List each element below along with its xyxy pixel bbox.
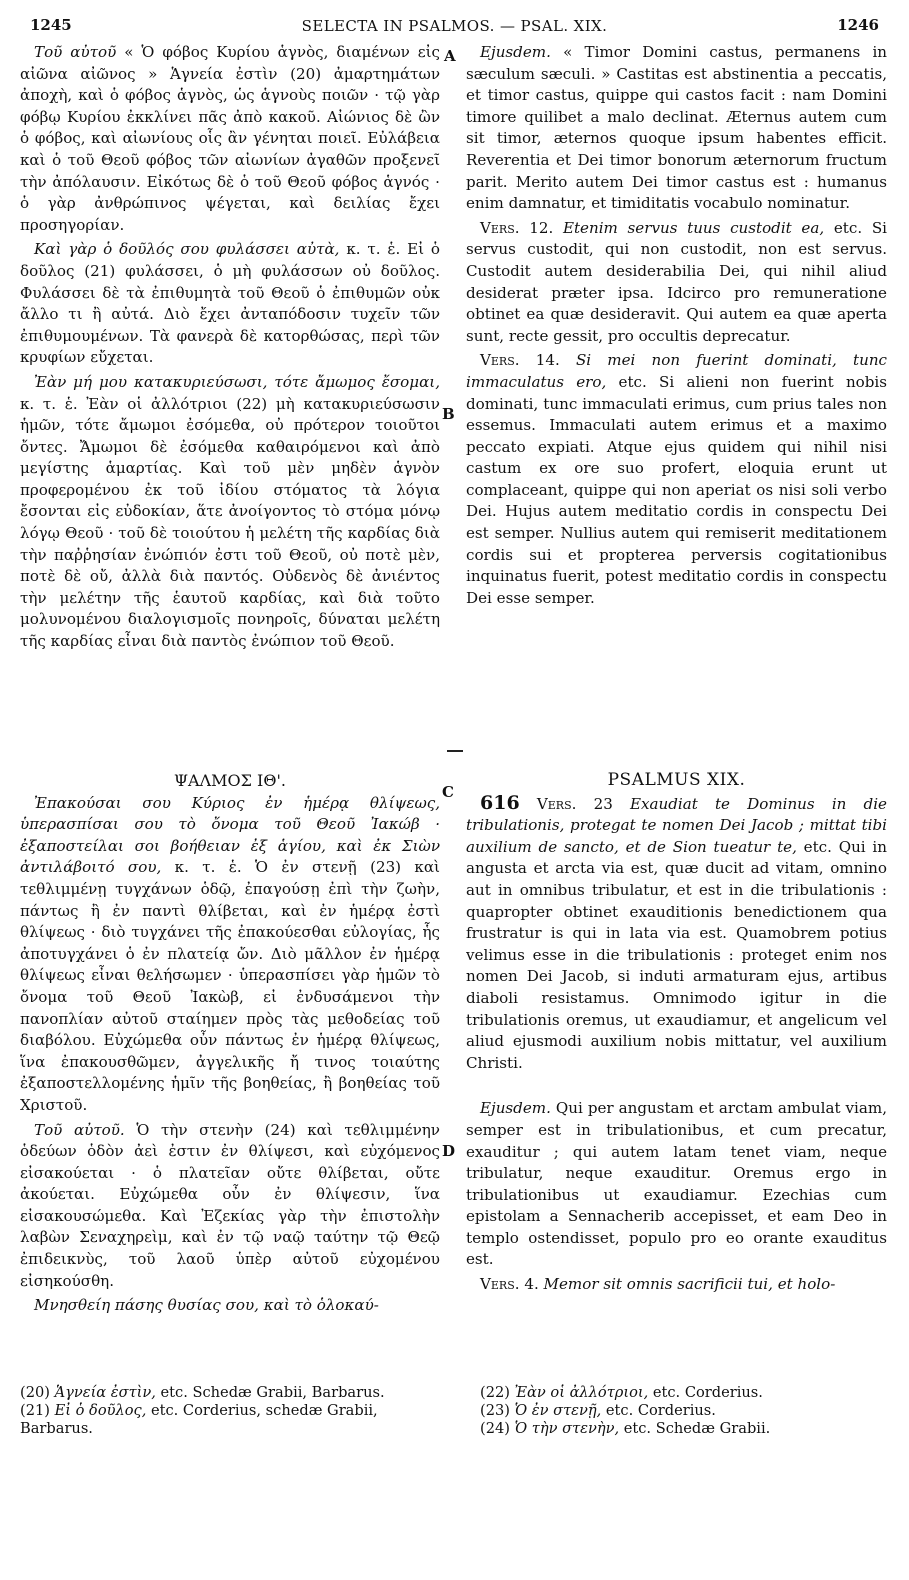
greek-paragraph: Τοῦ αὐτοῦ « Ὁ φόβος Κυρίου ἁγνὸς, διαμένων εἰς αἰῶνα αἰῶνος » Ἁγνεία ἐστὶν (20) ἀμαρτημάτων ἀποχὴ, καὶ ὁ φόβος ἁγνὸς, ὡς ἁγνοὺς ποιῶν · τῷ γὰρ φόβῳ Κυρίου ἐκκλίνει πᾶς ἀπὸ κακοῦ. Αἰώνιος δὲ ὢν ὁ φόβος, καὶ αἰωνίους οἷς ἂν γένηται ποιεῖ. Εὐλάβεια καὶ ὁ τοῦ Θεοῦ φόβος τῶν αἰωνίων ἀγαθῶν προξενεῖ τὴν ἀπόλαυσιν. Εἰκότως δὲ ὁ τοῦ Θεοῦ φόβος ἁγνός · ὁ γὰρ ἀνθρώπινος ψέγεται, καὶ δειλίας ἔχει προσηγορίαν. bbox=[20, 43, 440, 234]
greek-paragraph: Τοῦ αὐτοῦ. Ὁ τὴν στενὴν (24) καὶ τεθλιμμένην ὁδεύων ὁδὸν ἀεὶ ἐστιν ἐν θλίψεσι, καὶ εὐχόμενος εἰσακούεται · ὁ πλατεῖαν οὔτε θλίβεται, οὔτε ἀκούεται. Εὐχώμεθα οὖν ἐν θλίψεσιν, ἵνα εἰσακουσώμεθα. Καὶ Ἐζεκίας γὰρ τὴν ἐπιστολὴν λαβὼν Σεναχηρεὶμ, καὶ ἐν τῷ ναῷ ταύτην τῷ Θεῷ ἐπιδεικνὺς, τοῦ λαοῦ ὑπὲρ αὐτοῦ εὐχομένου εἰσηκούσθη. bbox=[20, 1120, 440, 1290]
greek-paragraph: Ἐπακούσαι σου Κύριος ἐν ἡμέρᾳ θλίψεως, ὑπερασπίσαι σου τὸ ὄνομα τοῦ Θεοῦ Ἰακώβ · ἐξαποστείλαι σοι βοήθειαν ἐξ ἁγίου, καὶ ἐκ Σιὼν ἀντιλάβοιτό σου, κ. τ. ἑ. Ὁ ἐν στενῇ (23) καὶ τεθλιμμένῃ τυγχάνων ὁδῷ, ἐπαγούσῃ ἐπὶ τὴν ζωὴν, πάντως ἢ ἐν παντὶ θλίβεται, καὶ ἐν ἡμέρᾳ ἐστὶ θλίψεως · διὸ τυγχάνει τῆς ἐπακούεσθαι εὐλογίας, ἧς ἀποτυγχάνει ὁ ἐν πλατείᾳ ὤν. Διὸ μᾶλλον ἐν ἡμέρᾳ θλίψεως εἶναι θελήσωμεν · ὑπερασπίσει γὰρ ἡμῶν τὸ ὄνομα τοῦ Θεοῦ Ἰακὼβ, εἰ ἐνδυσάμενοι τὴν πανοπλίαν αὐτοῦ σταίημεν πρὸς τὰς μεθοδείας τοῦ διαβόλου. Εὐχώμεθα οὖν πάντως ἐν ἡμέρᾳ θλίψεως, ἵνα ἐπακουσθῶμεν, ἀγγελικῆς ἤ τινος τοιαύτης ἐξαποστελλομένης ἡμῖν τῆς βοηθείας, ἢ βοηθείας τοῦ Χριστοῦ. bbox=[20, 793, 440, 1114]
greek-paragraph: Καὶ γὰρ ὁ δοῦλός σου φυλάσσει αὐτὰ, κ. τ. ἑ. Εἰ ὁ δοῦλος (21) φυλάσσει, ὁ μὴ φυλάσσων οὐ δοῦλος. Φυλάσσει δὲ τὰ ἐπιθυμητὰ τοῦ Θεοῦ ὁ ἐπιθυμῶν οὐκ ἄλλο τι ἢ αὐτά. Διὸ ἔχει ἀνταπόδοσιν τυχεῖν τῶν ἐπιθυμουμένων. Τὰ φανερὰ δὲ κατορθώσας, περὶ τῶν κρυφίων εὔχεται. bbox=[20, 240, 440, 367]
margin-letter-a: A bbox=[444, 47, 456, 65]
footnote: (20) Ἁγνεία ἐστὶν, etc. Schedæ Grabii, Barbarus. bbox=[20, 1384, 385, 1401]
latin-column-top bbox=[466, 42, 887, 722]
footnotes-left bbox=[20, 1384, 440, 1438]
lemma: Memor sit omnis sacrificii tui, et holo- bbox=[538, 1275, 836, 1294]
page-number-left: 1245 bbox=[30, 16, 72, 34]
attribution: Τοῦ αὐτοῦ. bbox=[34, 1120, 125, 1139]
attribution: Ejusdem. bbox=[480, 43, 551, 61]
greek-paragraph: Ἐὰν μή μου κατακυριεύσωσι, τότε ἄμωμος ἔσομαι, κ. τ. ἑ. Ἐὰν οἱ ἀλλότριοι (22) μὴ κατακυριεύσωσιν ἡμῶν, τότε ἄμωμοι ἐσόμεθα, οὐ πρότερον τοιοῦτοι ὄντες. Ἄμωμοι δὲ ἐσόμεθα καθαιρόμενοι καὶ ἀπὸ μεγίστης ἁμαρτίας. Καὶ τοῦ μὲν μηδὲν ἁγνὸν προφερομένου ἐκ τοῦ ἰδίου στόματος τὰ λόγια ἔσονται εἰς εὐδοκίαν, ἅτε ἀνοίγοντος τὸ στόμα μόνῳ λόγῳ Θεοῦ · τοῦ δὲ τοιούτου ἡ μελέτη τῆς καρδίας διὰ τὴν παῤῥησίαν ἐνώπιόν ἐστι τοῦ Θεοῦ, οὐ ποτὲ μὲν, ποτὲ δὲ οὔ, ἀλλὰ διὰ παντός. Οὐδενὸς δὲ ἀνιέντος τὴν μελέτην τῆς ἑαυτοῦ καρδίας, καὶ διὰ τοῦτο μολυνομένου διαλογισμοῖς πονηροῖς, δύναται μελέτη τῆς καρδίας εἶναι διὰ παντὸς ἐνώπιον τοῦ Θεοῦ. bbox=[20, 372, 440, 651]
latin-column-bottom bbox=[466, 770, 887, 1348]
attribution: Ejusdem. bbox=[480, 1099, 551, 1118]
latin-paragraph: Vers. 12. Etenim servus tuus custodit ea, etc. Si servus custodit, qui non custodit, non est servus. Custodit autem desiderabilia Dei, qui nihil aliud desiderat præter ipsa. Idcirco pro remuneratione obtinet ea quæ desideravit. Qui autem ea quæ aperta sunt, recte gessit, pro occultis deprecatur. bbox=[466, 218, 887, 345]
footnote: (22) Ἐὰν οἱ ἀλλότριοι, etc. Corderius. bbox=[480, 1384, 763, 1401]
verse-number: Vers. 23 bbox=[536, 794, 613, 813]
lemma: Καὶ γὰρ ὁ δοῦλός σου φυλάσσει αὐτὰ, bbox=[34, 240, 340, 259]
lemma: Ἐπακούσαι σου Κύριος ἐν ἡμέρᾳ θλίψεως, ὑπερασπίσαι σου τὸ ὄνομα τοῦ Θεοῦ Ἰακώβ · ἐξαποστείλαι σοι βοήθειαν ἐξ ἁγίου, καὶ ἐκ Σιὼν ἀντιλάβοιτό σου, bbox=[20, 793, 440, 877]
greek-column-top bbox=[20, 42, 440, 722]
footnotes-right bbox=[480, 1384, 887, 1438]
page-number-right: 1246 bbox=[837, 16, 879, 34]
verse-number: Vers. 14. bbox=[480, 351, 560, 370]
margin-letter-b: B bbox=[442, 405, 455, 423]
lemma: Si mei non fuerint dominati, tunc immaculatus ero, bbox=[466, 351, 887, 391]
margin-letter-c: C bbox=[442, 783, 454, 801]
running-title: SELECTA IN PSALMOS. — PSAL. XIX. bbox=[301, 17, 608, 35]
latin-paragraph: Ejusdem. « Timor Domini castus, permanens in sæculum sæculi. » Castitas est abstinentia a peccatis, et timor castus, quippe qui castos facit : nam Domini timore quilibet a malo declinat. Æternus autem cum sit timor, æternos quoque ipsum habentes efficit. Reverentia et Dei timor bonorum æternorum fructum parit. Merito autem Dei timor castus est : humanus enim damnatur, et timiditatis vocabulo nominatur. bbox=[466, 43, 887, 213]
footnote: (21) Εἰ ὁ δοῦλος, etc. Corderius, schedæ Grabii, Barbarus. bbox=[20, 1402, 378, 1437]
lemma: Etenim servus tuus custodit ea, bbox=[553, 218, 825, 237]
lemma: Μνησθείη πάσης θυσίας σου, καὶ τὸ ὁλοκαύ- bbox=[34, 1296, 379, 1315]
psalm-heading-greek: ΨΑΛΜΟΣ ΙΘ'. bbox=[174, 771, 286, 790]
section-divider bbox=[447, 750, 463, 752]
attribution: Τοῦ αὐτοῦ bbox=[34, 43, 117, 61]
column-number: 616 bbox=[480, 791, 520, 814]
verse-number: Vers. 4. bbox=[480, 1275, 539, 1294]
margin-letter-d: D bbox=[442, 1142, 456, 1160]
psalm-heading-latin: PSALMUS XIX. bbox=[607, 770, 746, 790]
footnote: (23) Ὁ ἐν στενῇ, etc. Corderius. bbox=[480, 1402, 716, 1419]
verse-number: Vers. 12. bbox=[480, 218, 554, 237]
latin-paragraph: 616 Vers. 23 Exaudiat te Dominus in die tribulationis, protegat te nomen Dei Jacob ; mittat tibi auxilium de sancto, et de Sion tueatur te, etc. Qui in angusta et arcta via est, quæ ducit ad vitam, omnino aut in omnibus tribulatur, et est in die tribulationis : quapropter obtinet exauditionis benedictionem qua frustratur is qui in lata via est. Quamobrem potius velimus esse in die tribulationis : proteget enim nos nomen Dei Jacob, si induti armaturam ejus, artibus diaboli resistamus. Omnimodo igitur in die tribulationis oremus, ut exaudiamur, et angelicum vel aliud ejusmodi auxilium nobis mittatur, vel auxilium Christi. bbox=[466, 791, 887, 1072]
lemma: Ἐὰν μή μου κατακυριεύσωσι, τότε ἄμωμος ἔσομαι, bbox=[34, 372, 440, 391]
greek-paragraph bbox=[20, 1295, 440, 1317]
lemma: Exaudiat te Dominus in die tribulationis, protegat te nomen Dei Jacob ; mittat tibi auxilium de sancto, et de Sion tueatur te, bbox=[466, 794, 887, 856]
latin-paragraph: Ejusdem. Qui per angustam et arctam ambulat viam, semper est in tribulationibus, et cum precatur, exauditur ; qui autem latam tenet viam, neque tribulatur, neque exauditur. Oremus ergo in tribulationibus ut exaudiamur. Ezechias cum epistolam a Sennacherib accepisset, et eam Deo in templo ostendisset, populo pro eo orante exauditus est. bbox=[466, 1099, 887, 1269]
latin-paragraph bbox=[466, 1274, 887, 1296]
page-header bbox=[30, 2, 879, 36]
latin-paragraph: Vers. 14. Si mei non fuerint dominati, tunc immaculatus ero, etc. Si alieni non fuerint nobis dominati, tunc immaculati erimus, cum prius tales non essemus. Immaculati autem erimus et a maximo peccato expiati. Atque ejus quidem qui nihil nisi castum ex ore suo profert, eloquia erunt ut complaceant, quippe qui non aperiat os nisi soli verbo Dei. Hujus autem meditatio cordis in conspectu Dei est semper. Nullius autem qui remiserit meditationem cordis sui et propterea perversis cogitationibus inquinatus fuerit, potest meditatio cordis in conspectu Dei esse semper. bbox=[466, 351, 887, 607]
footnote: (24) Ὁ τὴν στενὴν, etc. Schedæ Grabii. bbox=[480, 1420, 771, 1437]
greek-column-bottom bbox=[20, 770, 440, 1348]
